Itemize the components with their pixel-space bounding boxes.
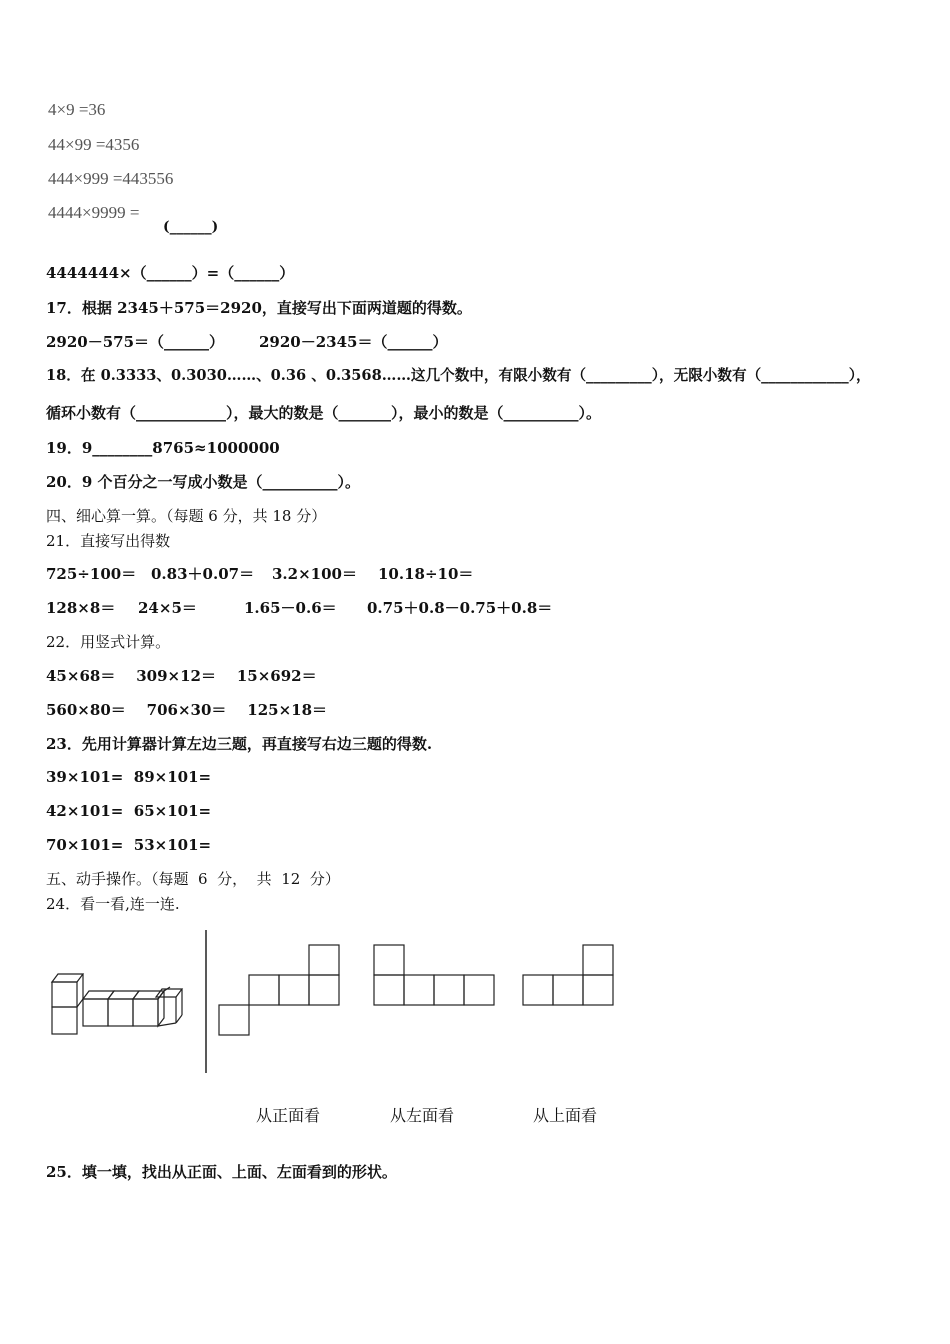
view-shape-b [374,945,494,1005]
q20: 20．9 个百分之一写成小数是（__________）。 [46,473,361,491]
pattern-line-3: 444×999 =443556 [48,169,174,188]
q19: 19．9________8765≈1000000 [46,439,280,457]
section-5-title: 五、动手操作。（每题 6 分， 共 12 分） [46,870,340,888]
q18-line-2: 循环小数有（____________），最大的数是（_______），最小的数是（__________）。 [46,404,602,422]
q23-row-1: 39×101= 89×101= [46,768,212,786]
q17-stem: 17．根据 2345＋575＝2920，直接写出下面两道题的得数。 [46,299,472,317]
q21-row2-item-2: 24×5＝ [138,599,197,617]
q21-row2-item-1: 128×8＝ [46,599,116,617]
view-shape-a [219,945,339,1035]
q18-line-1: 18．在 0.3333、0.3030……、0.36 、0.3568……这几个数中，有限小数有（_________），无限小数有（____________）， [46,367,871,384]
q16-tail: 4444444×（______）=（______） [46,264,295,282]
q23-row-3: 70×101= 53×101= [46,836,212,854]
caption-top-view: 从上面看 [533,1106,598,1125]
q21-row2-item-4: 0.75＋0.8－0.75＋0.8＝ [367,599,553,617]
section-4-title: 四、细心算一算。（每题 6 分，共 18 分） [46,507,327,525]
pattern-answer-blank[interactable]: (______) [163,219,219,235]
q21-stem: 21．直接写出得数 [46,532,171,550]
q17-item-1: 2920－575＝（______） [46,333,225,351]
q25-stem: 25．填一填，找出从正面、上面、左面看到的形状。 [46,1163,397,1181]
caption-front-view: 从正面看 [256,1106,321,1125]
cube-stack-3d [52,974,182,1034]
q21-row1-item-3: 3.2×100＝ [272,565,357,583]
q21-row1-item-4: 10.18÷10＝ [378,565,474,583]
q21-row2-item-3: 1.65－0.6＝ [244,599,337,617]
view-shape-c [523,945,613,1005]
q24-stem: 24．看一看,连一连. [46,895,180,913]
pattern-line-1: 4×9 =36 [48,100,106,119]
q23-row-2: 42×101= 65×101= [46,802,212,820]
q21-row1-item-2: 0.83＋0.07＝ [151,565,255,583]
q21-row1-item-1: 725÷100＝ [46,565,137,583]
q24-figure [40,925,640,1080]
q17-item-2: 2920－2345＝（______） [259,333,448,351]
q22-row-2: 560×80＝ 706×30＝ 125×18＝ [46,701,328,719]
pattern-line-2: 44×99 =4356 [48,135,140,154]
caption-left-view: 从左面看 [390,1106,455,1125]
q22-stem: 22．用竖式计算。 [46,633,171,651]
pattern-line-4: 4444×9999 = [48,203,140,222]
q23-stem: 23．先用计算器计算左边三题，再直接写右边三题的得数. [46,735,433,753]
q22-row-1: 45×68＝ 309×12＝ 15×692＝ [46,667,317,685]
